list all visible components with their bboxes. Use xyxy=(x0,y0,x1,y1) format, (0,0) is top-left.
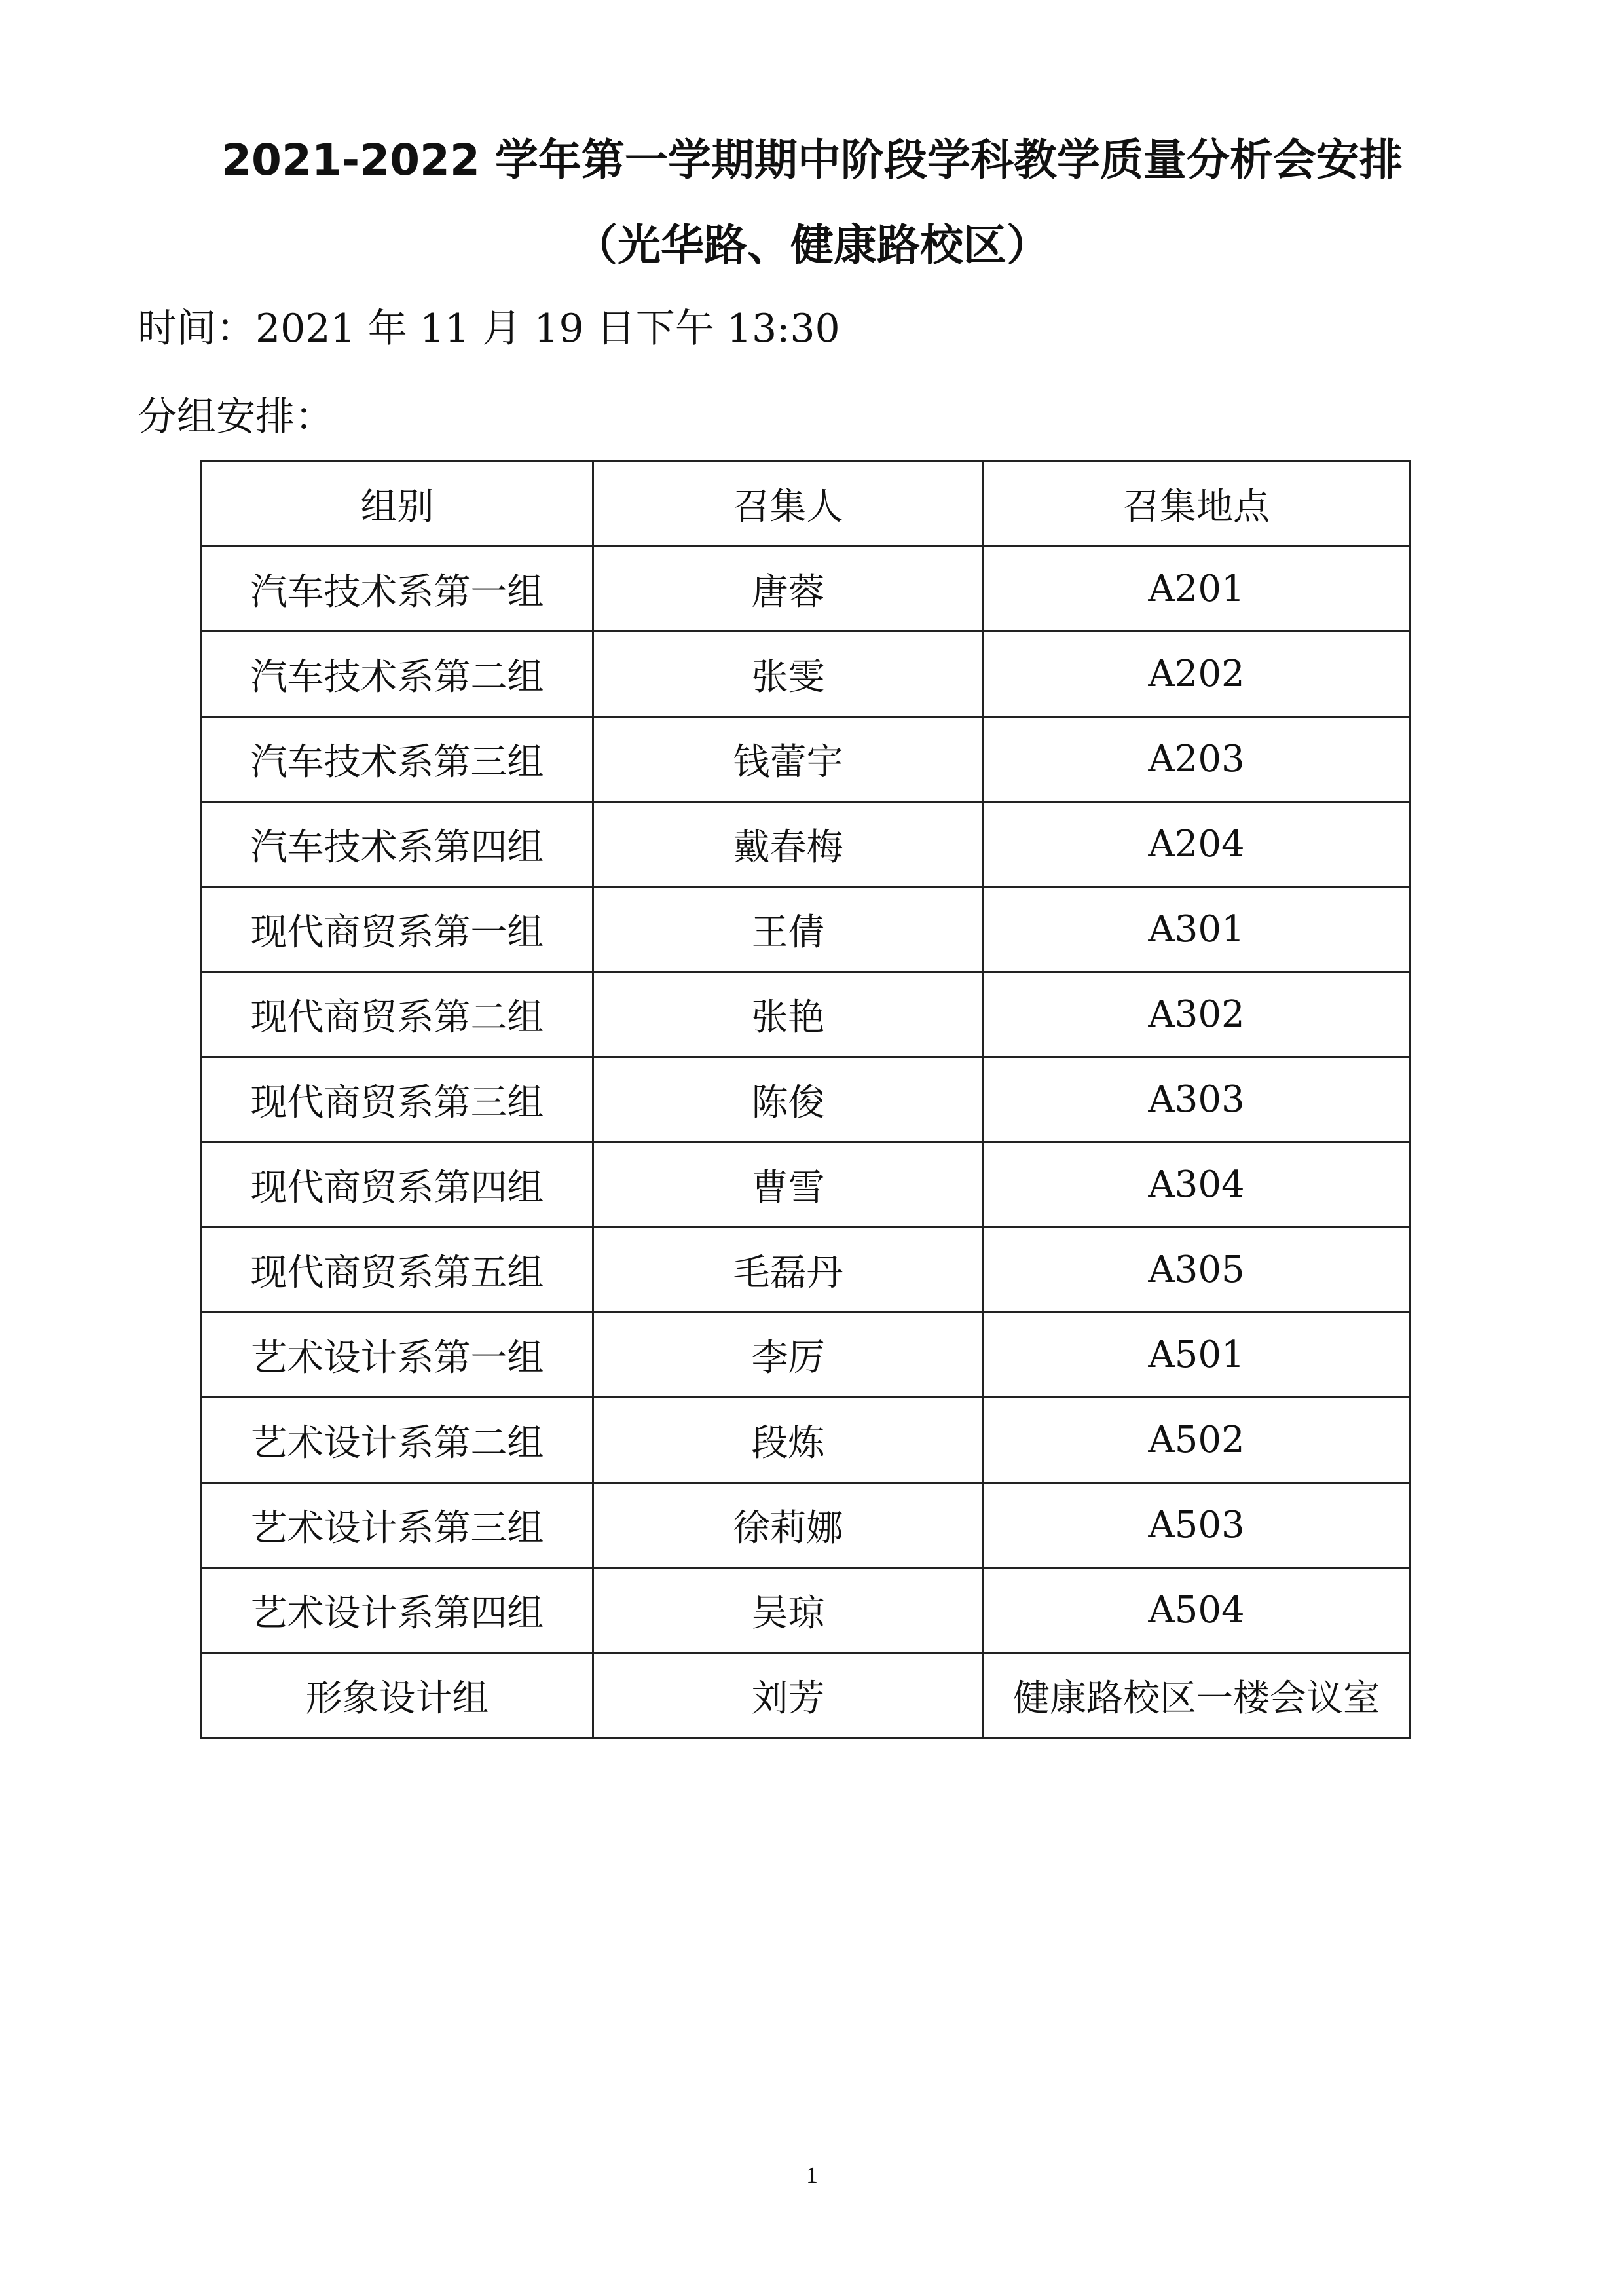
location-cell: A304 xyxy=(984,1142,1410,1228)
convener-cell: 唐蓉 xyxy=(593,547,984,632)
location-cell: A302 xyxy=(984,972,1410,1057)
location-cell: A501 xyxy=(984,1313,1410,1398)
table-row xyxy=(202,1228,1410,1313)
table-row xyxy=(202,1313,1410,1398)
header-group: 组别 xyxy=(202,462,593,547)
convener-cell: 段炼 xyxy=(593,1398,984,1483)
table-row xyxy=(202,717,1410,802)
group-cell: 汽车技术系第一组 xyxy=(202,547,593,632)
group-cell: 汽车技术系第二组 xyxy=(202,632,593,717)
table-row xyxy=(202,1653,1410,1738)
group-arrangement-heading: 分组安排： xyxy=(138,394,334,440)
group-cell: 现代商贸系第一组 xyxy=(202,887,593,972)
location-cell: A201 xyxy=(984,547,1410,632)
group-cell: 汽车技术系第四组 xyxy=(202,802,593,887)
group-cell: 艺术设计系第四组 xyxy=(202,1568,593,1653)
convener-cell: 李厉 xyxy=(593,1313,984,1398)
convener-cell: 张艳 xyxy=(593,972,984,1057)
location-cell: A503 xyxy=(984,1483,1410,1568)
table-row xyxy=(202,1057,1410,1142)
table-row xyxy=(202,632,1410,717)
convener-cell: 徐莉娜 xyxy=(593,1483,984,1568)
location-cell: A301 xyxy=(984,887,1410,972)
group-cell: 形象设计组 xyxy=(202,1653,593,1738)
table-row xyxy=(202,1142,1410,1228)
location-cell: A504 xyxy=(984,1568,1410,1653)
table-row xyxy=(202,1568,1410,1653)
table-row xyxy=(202,802,1410,887)
group-arrangement-table xyxy=(200,460,1411,1739)
group-cell: 现代商贸系第三组 xyxy=(202,1057,593,1142)
table-header-row xyxy=(202,462,1410,547)
convener-cell: 钱蕾宇 xyxy=(593,717,984,802)
group-cell: 现代商贸系第四组 xyxy=(202,1142,593,1228)
convener-cell: 曹雪 xyxy=(593,1142,984,1228)
location-cell: A202 xyxy=(984,632,1410,717)
group-cell: 现代商贸系第二组 xyxy=(202,972,593,1057)
table-row xyxy=(202,887,1410,972)
table-row xyxy=(202,972,1410,1057)
convener-cell: 戴春梅 xyxy=(593,802,984,887)
convener-cell: 毛磊丹 xyxy=(593,1228,984,1313)
meeting-time: 时间：2021 年 11 月 19 日下午 13:30 xyxy=(138,306,840,352)
group-cell: 现代商贸系第五组 xyxy=(202,1228,593,1313)
table-row xyxy=(202,1398,1410,1483)
location-cell: 健康路校区一楼会议室 xyxy=(984,1653,1410,1738)
convener-cell: 吴琼 xyxy=(593,1568,984,1653)
location-cell: A203 xyxy=(984,717,1410,802)
group-cell: 艺术设计系第一组 xyxy=(202,1313,593,1398)
table-row xyxy=(202,1483,1410,1568)
location-cell: A204 xyxy=(984,802,1410,887)
convener-cell: 刘芳 xyxy=(593,1653,984,1738)
group-cell: 艺术设计系第三组 xyxy=(202,1483,593,1568)
convener-cell: 王倩 xyxy=(593,887,984,972)
location-cell: A303 xyxy=(984,1057,1410,1142)
group-cell: 艺术设计系第二组 xyxy=(202,1398,593,1483)
location-cell: A502 xyxy=(984,1398,1410,1483)
header-location: 召集地点 xyxy=(984,462,1410,547)
group-cell: 汽车技术系第三组 xyxy=(202,717,593,802)
table-row xyxy=(202,547,1410,632)
document-subtitle: （光华路、健康路校区） xyxy=(574,220,1050,270)
convener-cell: 张雯 xyxy=(593,632,984,717)
page-number: 1 xyxy=(806,2162,818,2188)
location-cell: A305 xyxy=(984,1228,1410,1313)
header-convener: 召集人 xyxy=(593,462,984,547)
document-title: 2021-2022 学年第一学期期中阶段学科教学质量分析会安排 xyxy=(221,135,1403,185)
convener-cell: 陈俊 xyxy=(593,1057,984,1142)
